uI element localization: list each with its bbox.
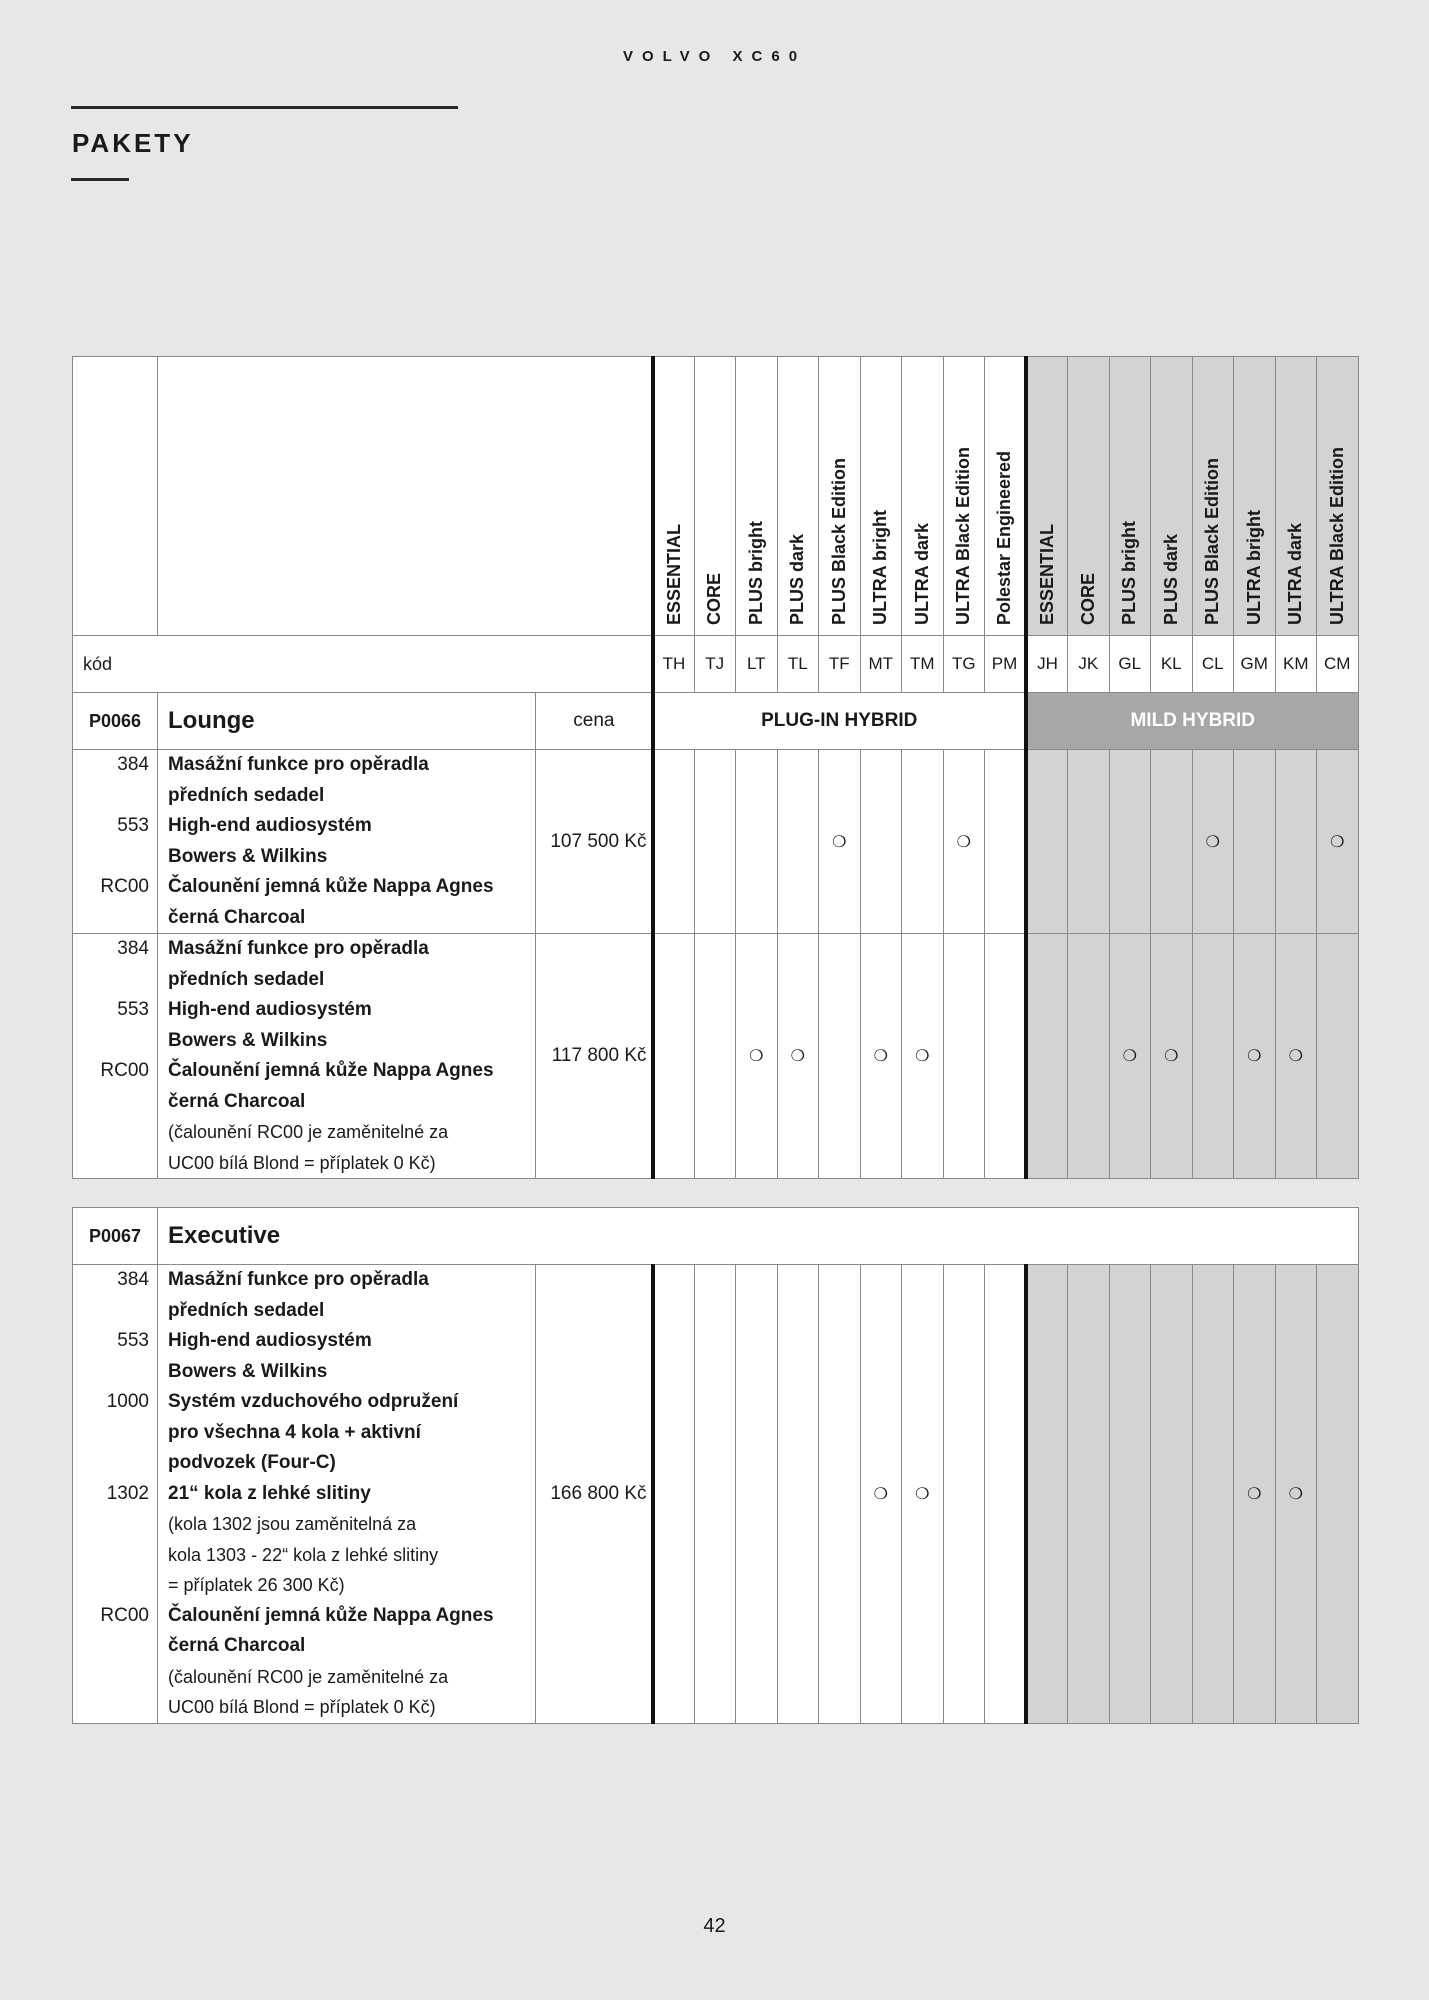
availability-cell bbox=[819, 1265, 861, 1724]
option-code: 1000 bbox=[106, 1391, 149, 1412]
availability-cell bbox=[1275, 1265, 1317, 1724]
trim-column-header bbox=[1151, 357, 1193, 636]
optional-circle-icon: ❍ bbox=[1205, 833, 1220, 851]
trim-code: KL bbox=[1151, 636, 1193, 693]
option-description: High-end audiosystém bbox=[168, 999, 372, 1020]
option-code bbox=[73, 1631, 149, 1662]
optional-circle-icon: ❍ bbox=[1164, 1048, 1179, 1065]
optional-circle-icon: ❍ bbox=[790, 1048, 805, 1065]
trim-code: PM bbox=[985, 636, 1027, 693]
optional-circle-icon: ❍ bbox=[873, 1485, 888, 1503]
availability-cell bbox=[985, 934, 1027, 1179]
availability-cell bbox=[736, 750, 778, 934]
option-description: High-end audiosystém bbox=[168, 1330, 372, 1351]
availability-cell bbox=[1026, 934, 1068, 1179]
option-description: kola 1303 - 22“ kola z lehké slitiny bbox=[168, 1544, 439, 1565]
option-code: 384 bbox=[117, 754, 149, 775]
option-code bbox=[73, 781, 149, 812]
trim-label: ULTRA Black Edition bbox=[1326, 446, 1347, 625]
option-description: černá Charcoal bbox=[168, 906, 306, 928]
package-price: 117 800 Kč bbox=[536, 934, 653, 1179]
trim-label: ULTRA bright bbox=[1243, 510, 1264, 625]
availability-cell bbox=[653, 1265, 695, 1724]
trim-code: TM bbox=[902, 636, 944, 693]
option-code bbox=[73, 1662, 149, 1693]
option-code bbox=[73, 903, 149, 934]
option-code bbox=[73, 1148, 149, 1179]
option-code: 384 bbox=[117, 938, 149, 959]
availability-cell bbox=[860, 750, 902, 934]
trim-code: TH bbox=[653, 636, 695, 693]
trim-column-header bbox=[943, 357, 985, 636]
availability-cell bbox=[1109, 750, 1151, 934]
trim-label: ULTRA dark bbox=[1285, 522, 1306, 625]
availability-cell bbox=[653, 934, 695, 1179]
availability-cell bbox=[1151, 750, 1193, 934]
availability-cell bbox=[902, 1265, 944, 1724]
trim-label: ESSENTIAL bbox=[1037, 523, 1057, 625]
code-label: kód bbox=[73, 636, 653, 693]
trim-label: ESSENTIAL bbox=[663, 523, 684, 625]
trim-column-header bbox=[736, 357, 778, 636]
trim-label: ULTRA dark bbox=[911, 522, 932, 625]
availability-cell bbox=[1317, 934, 1359, 1179]
availability-cell bbox=[1234, 934, 1276, 1179]
option-code bbox=[73, 1418, 149, 1449]
trim-label: PLUS dark bbox=[787, 533, 808, 625]
header-row bbox=[73, 357, 1359, 636]
availability-cell bbox=[1068, 1265, 1110, 1724]
optional-circle-icon: ❍ bbox=[915, 1485, 930, 1503]
option-code bbox=[73, 1692, 149, 1723]
option-code bbox=[73, 1357, 149, 1388]
option-description: = příplatek 26 300 Kč) bbox=[168, 1575, 345, 1595]
availability-cell bbox=[1068, 934, 1110, 1179]
trim-label: Polestar Engineered bbox=[994, 450, 1014, 625]
availability-cell bbox=[777, 934, 819, 1179]
option-description: černá Charcoal bbox=[168, 1635, 306, 1656]
option-description: 21“ kola z lehké slitiny bbox=[168, 1482, 371, 1504]
option-description: High-end audiosystém bbox=[168, 815, 372, 836]
trim-column-header bbox=[1234, 357, 1276, 636]
option-code: RC00 bbox=[100, 876, 149, 897]
trim-column-header bbox=[694, 357, 736, 636]
trim-column-header bbox=[902, 357, 944, 636]
trim-column-header bbox=[1192, 357, 1234, 636]
option-description: předních sedadel bbox=[168, 1299, 325, 1321]
optional-circle-icon: ❍ bbox=[1122, 1048, 1137, 1065]
trim-column-header bbox=[1109, 357, 1151, 636]
trim-column-header bbox=[1317, 357, 1359, 636]
trim-column-header bbox=[1026, 357, 1068, 636]
package-header-row bbox=[73, 1208, 1359, 1265]
option-description: předních sedadel bbox=[168, 968, 325, 990]
optional-circle-icon: ❍ bbox=[1288, 1048, 1303, 1065]
availability-cell bbox=[985, 750, 1027, 934]
availability-cell bbox=[777, 1265, 819, 1724]
optional-circle-icon: ❍ bbox=[749, 1048, 764, 1065]
availability-cell bbox=[694, 1265, 736, 1724]
availability-cell bbox=[1275, 750, 1317, 934]
trim-column-header bbox=[777, 357, 819, 636]
trim-code: CL bbox=[1192, 636, 1234, 693]
title-underline bbox=[71, 178, 129, 181]
group-mild-hybrid: MILD HYBRID bbox=[1026, 693, 1358, 750]
option-code bbox=[73, 842, 149, 873]
option-codes bbox=[73, 934, 158, 1179]
option-description: Bowers & Wilkins bbox=[168, 1029, 328, 1051]
trim-label: PLUS Black Edition bbox=[1202, 457, 1223, 625]
brand-title: VOLVO XC60 bbox=[622, 48, 807, 65]
option-description: Masážní funkce pro opěradla bbox=[168, 1269, 429, 1290]
availability-cell bbox=[943, 934, 985, 1179]
option-description: Bowers & Wilkins bbox=[168, 845, 328, 867]
trim-label: PLUS dark bbox=[1160, 533, 1181, 625]
availability-cell bbox=[1068, 750, 1110, 934]
package-id: P0067 bbox=[73, 1208, 158, 1265]
package-name: Lounge bbox=[158, 693, 536, 750]
optional-circle-icon: ❍ bbox=[873, 1048, 888, 1065]
optional-circle-icon: ❍ bbox=[1247, 1485, 1262, 1503]
option-code: 553 bbox=[117, 999, 149, 1020]
availability-cell bbox=[1234, 1265, 1276, 1724]
option-code: RC00 bbox=[100, 1060, 149, 1081]
package-table-executive bbox=[72, 1207, 1359, 1724]
availability-cell bbox=[1192, 750, 1234, 934]
package-id: P0066 bbox=[73, 693, 158, 750]
trim-label: ULTRA Black Edition bbox=[953, 446, 974, 625]
package-name: Executive bbox=[158, 1208, 1359, 1265]
availability-cell bbox=[1109, 934, 1151, 1179]
availability-cell bbox=[736, 934, 778, 1179]
page-number: 42 bbox=[703, 1915, 726, 1937]
availability-cell bbox=[1109, 1265, 1151, 1724]
package-price: 107 500 Kč bbox=[536, 750, 653, 934]
option-description: Čalounění jemná kůže Nappa Agnes bbox=[168, 1060, 494, 1081]
price-label: cena bbox=[536, 693, 653, 750]
option-code bbox=[73, 1448, 149, 1479]
option-codes bbox=[73, 750, 158, 934]
option-description: Bowers & Wilkins bbox=[168, 1360, 328, 1382]
availability-cell bbox=[777, 750, 819, 934]
option-code: 553 bbox=[117, 1330, 149, 1351]
trim-code: JH bbox=[1026, 636, 1068, 693]
package-table-lounge bbox=[72, 356, 1359, 1179]
option-description: pro všechna 4 kola + aktivní bbox=[168, 1421, 421, 1443]
availability-cell bbox=[1317, 750, 1359, 934]
availability-cell bbox=[985, 1265, 1027, 1724]
package-header-row bbox=[73, 693, 1359, 750]
optional-circle-icon: ❍ bbox=[956, 833, 971, 851]
trim-code: KM bbox=[1275, 636, 1317, 693]
option-code bbox=[73, 1117, 149, 1148]
trim-code: CM bbox=[1317, 636, 1359, 693]
option-description: černá Charcoal bbox=[168, 1090, 306, 1112]
optional-circle-icon: ❍ bbox=[1288, 1485, 1303, 1503]
option-code: 1302 bbox=[106, 1482, 149, 1504]
trim-label: PLUS bright bbox=[1119, 521, 1140, 625]
option-descriptions bbox=[158, 934, 536, 1179]
option-description: předních sedadel bbox=[168, 784, 325, 806]
trim-code: TG bbox=[943, 636, 985, 693]
option-description: Čalounění jemná kůže Nappa Agnes bbox=[168, 1604, 494, 1626]
optional-circle-icon: ❍ bbox=[915, 1048, 930, 1065]
option-description: Systém vzduchového odpružení bbox=[168, 1391, 459, 1412]
option-code bbox=[73, 1570, 149, 1601]
availability-cell bbox=[653, 750, 695, 934]
title-rule bbox=[71, 106, 458, 109]
option-description: Masážní funkce pro opěradla bbox=[168, 754, 429, 775]
trim-column-header bbox=[860, 357, 902, 636]
trim-code: TJ bbox=[694, 636, 736, 693]
package-price: 166 800 Kč bbox=[536, 1265, 653, 1724]
option-description: Čalounění jemná kůže Nappa Agnes bbox=[168, 876, 494, 897]
availability-cell bbox=[1275, 934, 1317, 1179]
table-row bbox=[73, 934, 1359, 1179]
trim-column-header bbox=[819, 357, 861, 636]
option-description: (kola 1302 jsou zaměnitelná za bbox=[168, 1514, 417, 1534]
option-description: (čalounění RC00 je zaměnitelné za bbox=[168, 1122, 449, 1142]
option-code bbox=[73, 1540, 149, 1571]
option-description: (čalounění RC00 je zaměnitelné za bbox=[168, 1666, 449, 1687]
code-row bbox=[73, 636, 1359, 693]
option-descriptions bbox=[158, 750, 536, 934]
trim-label: CORE bbox=[704, 572, 725, 625]
optional-circle-icon: ❍ bbox=[1330, 833, 1345, 851]
availability-cell bbox=[1026, 750, 1068, 934]
trim-column-header bbox=[985, 357, 1027, 636]
availability-cell bbox=[943, 750, 985, 934]
option-code bbox=[73, 1296, 149, 1327]
trim-code: TF bbox=[819, 636, 861, 693]
availability-cell bbox=[943, 1265, 985, 1724]
group-plugin-hybrid: PLUG-IN HYBRID bbox=[653, 693, 1027, 750]
trim-column-header bbox=[653, 357, 695, 636]
availability-cell bbox=[1234, 750, 1276, 934]
option-code bbox=[73, 1087, 149, 1118]
option-code bbox=[73, 1026, 149, 1057]
option-description: UC00 bílá Blond = příplatek 0 Kč) bbox=[168, 1697, 436, 1717]
availability-cell bbox=[1151, 934, 1193, 1179]
availability-cell bbox=[1151, 1265, 1193, 1724]
table-row bbox=[73, 1265, 1359, 1724]
trim-column-header bbox=[1275, 357, 1317, 636]
option-description: podvozek (Four-C) bbox=[168, 1452, 336, 1473]
availability-cell bbox=[860, 934, 902, 1179]
availability-cell bbox=[902, 750, 944, 934]
availability-cell bbox=[1317, 1265, 1359, 1724]
option-descriptions bbox=[158, 1265, 536, 1724]
option-description: Masážní funkce pro opěradla bbox=[168, 938, 429, 959]
trim-label: PLUS bright bbox=[745, 521, 766, 625]
availability-cell bbox=[694, 750, 736, 934]
availability-cell bbox=[819, 750, 861, 934]
trim-code: TL bbox=[777, 636, 819, 693]
availability-cell bbox=[902, 934, 944, 1179]
availability-cell bbox=[1192, 1265, 1234, 1724]
option-code: RC00 bbox=[100, 1604, 149, 1626]
availability-cell bbox=[860, 1265, 902, 1724]
option-codes bbox=[73, 1265, 158, 1724]
option-code: 384 bbox=[117, 1269, 149, 1290]
optional-circle-icon: ❍ bbox=[1247, 1048, 1262, 1065]
option-code: 553 bbox=[117, 815, 149, 836]
optional-circle-icon: ❍ bbox=[832, 833, 847, 851]
trim-label: CORE bbox=[1077, 572, 1098, 625]
trim-label: PLUS Black Edition bbox=[828, 457, 849, 625]
option-code bbox=[73, 965, 149, 996]
availability-cell bbox=[736, 1265, 778, 1724]
trim-code: GL bbox=[1109, 636, 1151, 693]
availability-cell bbox=[1026, 1265, 1068, 1724]
availability-cell bbox=[819, 934, 861, 1179]
availability-cell bbox=[1192, 934, 1234, 1179]
trim-column-header bbox=[1068, 357, 1110, 636]
page-title: PAKETY bbox=[72, 128, 194, 158]
option-code bbox=[73, 1509, 149, 1540]
option-description: UC00 bílá Blond = příplatek 0 Kč) bbox=[168, 1152, 436, 1173]
trim-code: GM bbox=[1234, 636, 1276, 693]
table-row bbox=[73, 750, 1359, 934]
trim-code: JK bbox=[1068, 636, 1110, 693]
trim-label: ULTRA bright bbox=[870, 510, 891, 625]
trim-code: MT bbox=[860, 636, 902, 693]
availability-cell bbox=[694, 934, 736, 1179]
trim-code: LT bbox=[736, 636, 778, 693]
